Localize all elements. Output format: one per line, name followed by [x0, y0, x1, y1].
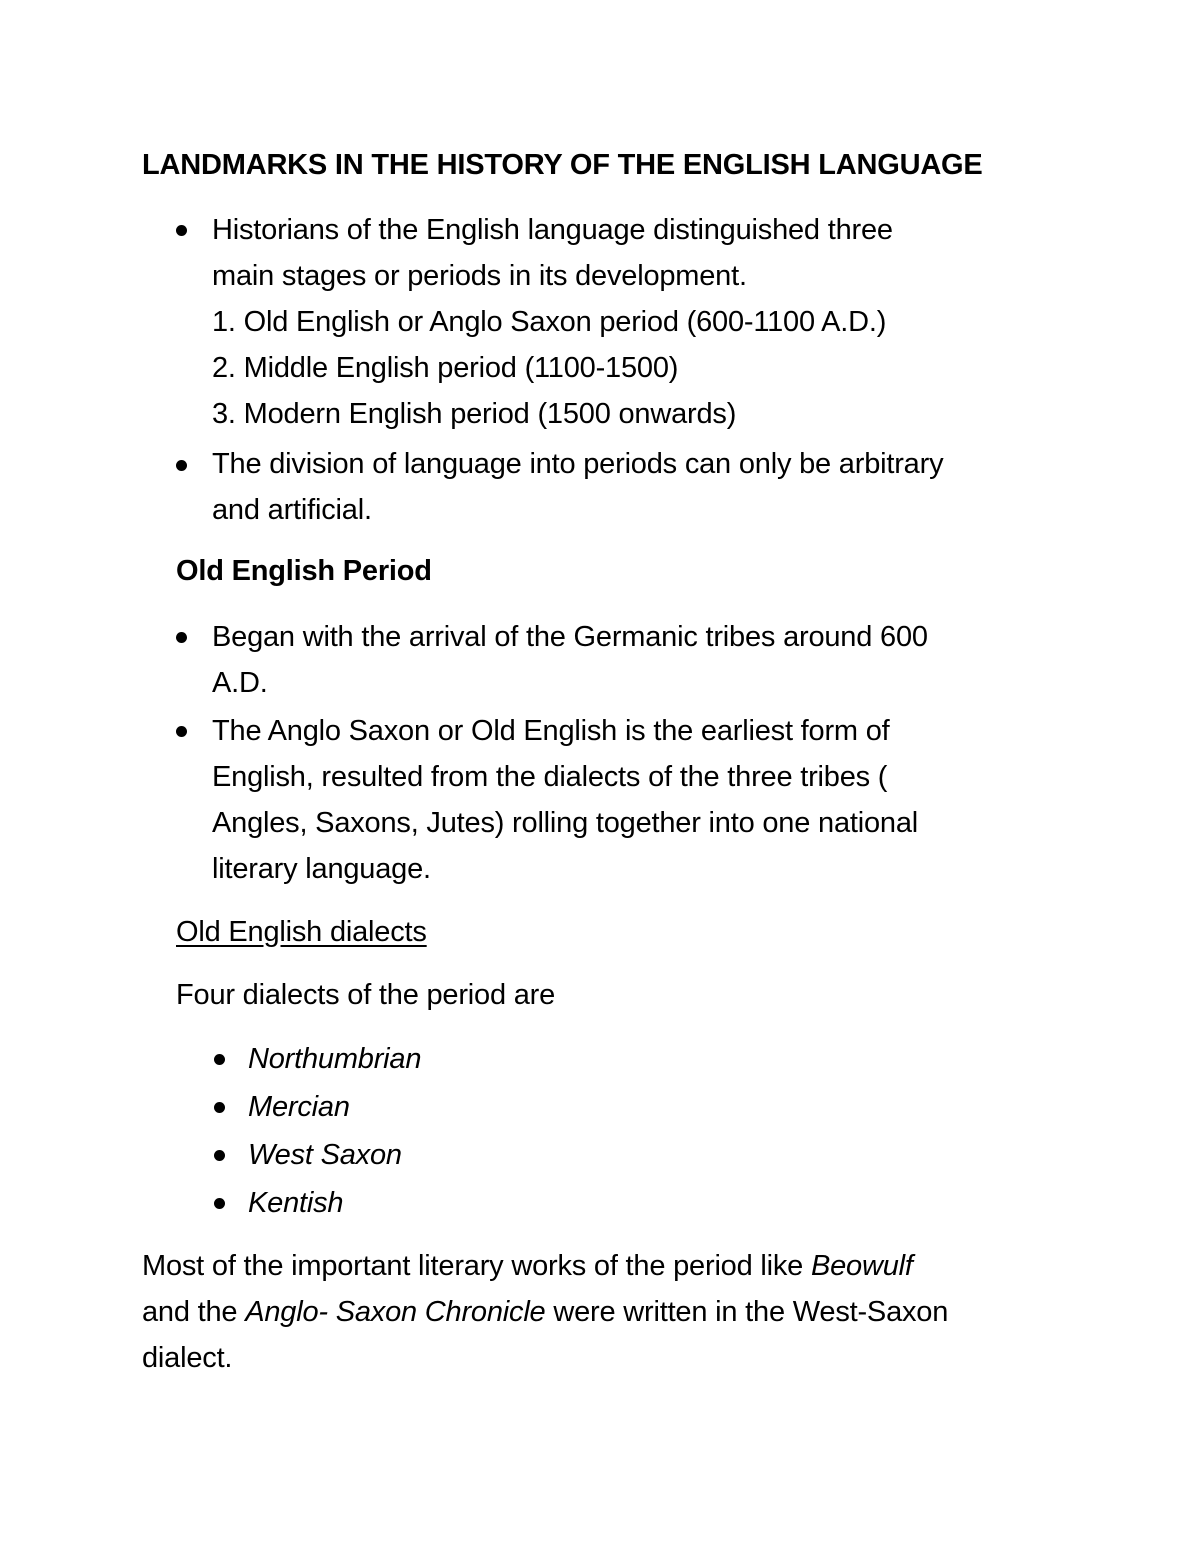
bullet-icon [214, 1150, 225, 1161]
closing-paragraph-line1 [142, 1249, 913, 1283]
work-title-beowulf: Beowulf [810, 1250, 913, 1282]
intro-bullet2-line1: The division of language into periods can only be arbitrary [212, 448, 944, 480]
dialect-item: Northumbrian [248, 1043, 422, 1075]
old-english-bullet2-line: The Anglo Saxon or Old English is the earliest form of [212, 715, 890, 747]
period-item: 1. Old English or Anglo Saxon period (600-1100 A.D.) [212, 306, 887, 338]
intro-bullet2-line2: and artificial. [212, 494, 372, 526]
old-english-bullet2-line: Angles, Saxons, Jutes) rolling together into one national [212, 807, 918, 839]
old-english-bullet1-line1: Began with the arrival of the Germanic tribes around 600 [212, 621, 928, 653]
bullet-icon [176, 460, 187, 471]
old-english-bullet2-line: literary language. [212, 853, 431, 885]
closing-paragraph-line2 [142, 1295, 948, 1329]
dialect-item: Mercian [248, 1091, 350, 1123]
closing-text: were written in the West-Saxon [545, 1296, 949, 1328]
bullet-icon [176, 726, 187, 737]
bullet-icon [176, 225, 187, 236]
old-english-bullet1-line2: A.D. [212, 667, 268, 699]
old-english-bullet2-line: English, resulted from the dialects of the three tribes ( [212, 761, 888, 793]
dialects-intro: Four dialects of the period are [176, 979, 556, 1011]
work-title-chronicle: Anglo- Saxon Chronicle [245, 1296, 546, 1328]
dialect-item: West Saxon [248, 1139, 402, 1171]
section-heading-dialects: Old English dialects [176, 916, 427, 948]
period-item: 3. Modern English period (1500 onwards) [212, 398, 737, 430]
closing-paragraph-line3: dialect. [142, 1342, 233, 1374]
bullet-icon [176, 632, 187, 643]
closing-text: Most of the important literary works of the period like [142, 1250, 811, 1282]
bullet-icon [214, 1054, 225, 1065]
bullet-icon [214, 1102, 225, 1113]
intro-bullet1-line2: main stages or periods in its development. [212, 260, 747, 292]
document-title: LANDMARKS IN THE HISTORY OF THE ENGLISH LANGUAGE [142, 149, 983, 181]
intro-bullet1-line1: Historians of the English language distinguished three [212, 214, 893, 246]
dialect-item: Kentish [248, 1187, 344, 1219]
period-item: 2. Middle English period (1100-1500) [212, 352, 679, 384]
bullet-icon [214, 1198, 225, 1209]
section-heading-old-english: Old English Period [176, 555, 432, 587]
closing-text: and the [142, 1296, 246, 1328]
